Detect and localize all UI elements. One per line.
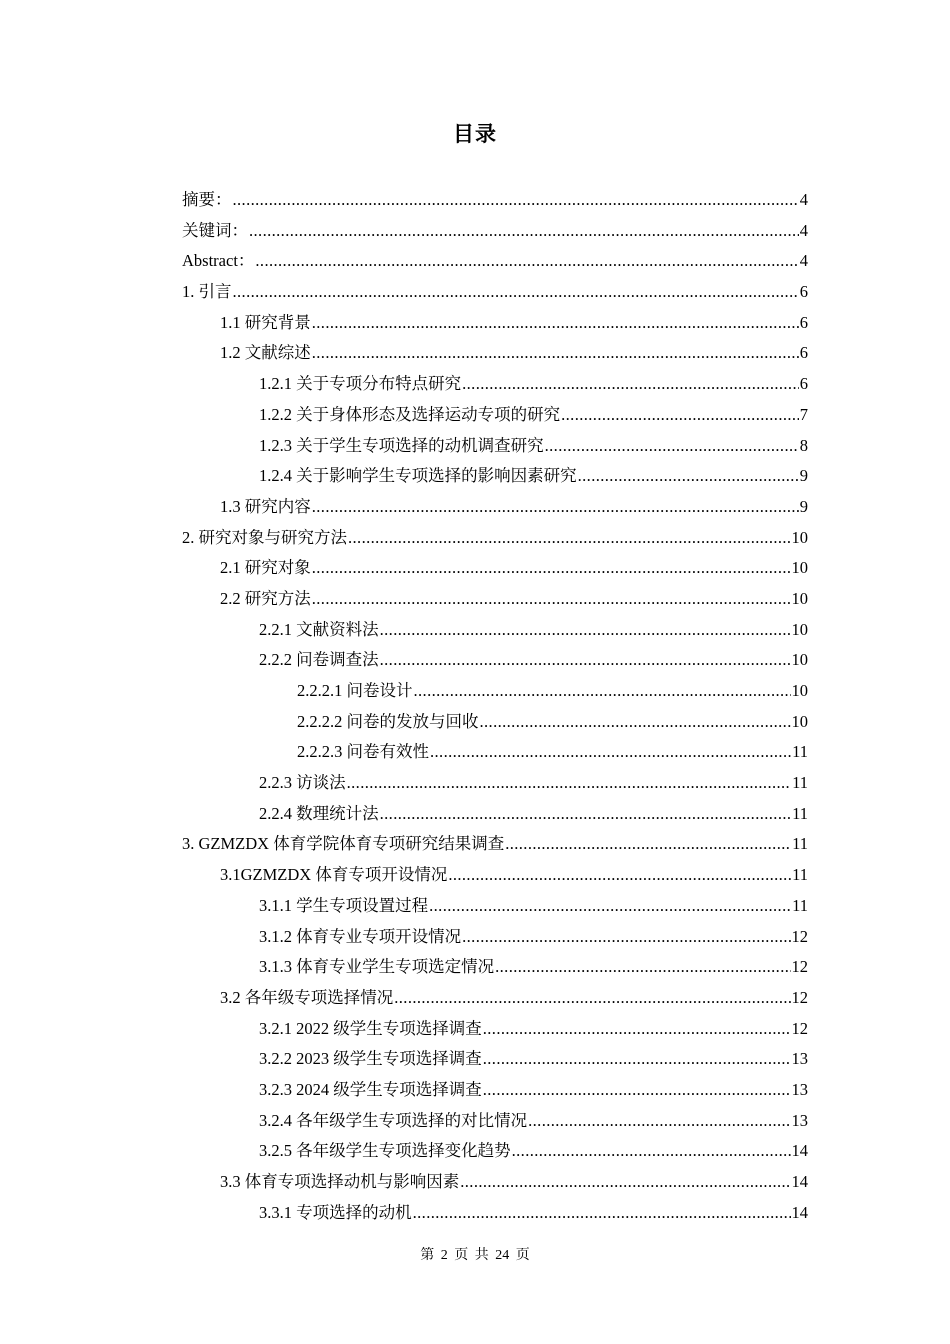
toc-entry-page-number: 10: [791, 681, 808, 700]
toc-leader-dots: [512, 1136, 791, 1167]
toc-entry-label: 2.2.2 问卷调查法: [259, 650, 379, 670]
toc-leader-dots: [380, 645, 791, 676]
toc-entry[interactable]: [182, 277, 808, 308]
toc-leader-dots: [460, 1167, 790, 1198]
toc-leader-dots: [561, 400, 799, 431]
toc-entry[interactable]: [182, 1106, 808, 1137]
toc-entry[interactable]: [182, 922, 808, 953]
toc-entry-label: 3.2.1 2022 级学生专项选择调查: [259, 1018, 482, 1038]
toc-entry[interactable]: [182, 553, 808, 584]
toc-entry-page-number: 4: [799, 251, 808, 271]
toc-entry-page-number: 6: [799, 312, 808, 332]
toc-entry-page-number: 13: [791, 1049, 808, 1069]
toc-entry-page-number: 7: [799, 404, 808, 424]
toc-leader-dots: [480, 707, 791, 738]
toc-entry[interactable]: [182, 461, 808, 492]
toc-entry[interactable]: [182, 492, 808, 523]
toc-entry[interactable]: [182, 860, 808, 891]
toc-entry-label: 2.1 研究对象: [220, 558, 311, 578]
toc-entry[interactable]: [182, 983, 808, 1014]
toc-entry-page-number: 14: [791, 1202, 808, 1222]
toc-leader-dots: [430, 737, 791, 768]
toc-leader-dots: [483, 1075, 791, 1106]
toc-leader-dots: [528, 1106, 790, 1137]
toc-leader-dots: [578, 461, 799, 492]
toc-leader-dots: [380, 799, 791, 830]
toc-entry-page-number: 11: [792, 773, 808, 793]
toc-leader-dots: [414, 676, 791, 707]
toc-entry-label: 3.2.4 各年级学生专项选择的对比情况: [259, 1110, 528, 1130]
toc-leader-dots: [429, 891, 791, 922]
toc-entry-page-number: 11: [792, 742, 808, 762]
toc-entry-label: 1.2 文献综述: [220, 343, 311, 363]
toc-entry-label: 2.2 研究方法: [220, 588, 311, 608]
toc-leader-dots: [312, 584, 791, 615]
toc-entry-label: 2.2.1 文献资料法: [259, 619, 379, 639]
toc-entry[interactable]: [182, 1136, 808, 1167]
toc-entry-label: 3.2.3 2024 级学生专项选择调查: [259, 1079, 482, 1099]
toc-entry-page-number: 6: [799, 282, 808, 302]
toc-entry-label: 3.2.2 2023 级学生专项选择调查: [259, 1049, 482, 1069]
toc-entry[interactable]: [182, 338, 808, 369]
toc-entry-page-number: 6: [799, 374, 808, 394]
toc-entry[interactable]: [182, 1167, 808, 1198]
toc-entry-label: 2.2.4 数理统计法: [259, 803, 379, 823]
toc-leader-dots: [347, 768, 791, 799]
toc-entry[interactable]: [182, 185, 808, 216]
toc-entry-page-number: 10: [791, 650, 808, 670]
toc-entry[interactable]: [182, 799, 808, 830]
toc-leader-dots: [495, 952, 790, 983]
toc-entry-page-number: 10: [791, 588, 808, 608]
toc-entry-page-number: 12: [791, 987, 808, 1007]
page-title: 目录: [453, 122, 497, 146]
toc-entry-label: 2.2.3 访谈法: [259, 773, 346, 793]
toc-entry-page-number: 10: [791, 619, 808, 639]
toc-entry-label: 2.2.2.1 问卷设计: [297, 681, 413, 700]
toc-entry-label: 2.2.2.2 问卷的发放与回收: [297, 711, 479, 731]
toc-entry-page-number: 12: [791, 1018, 808, 1038]
toc-entry[interactable]: [182, 829, 808, 860]
toc-leader-dots: [233, 277, 799, 308]
toc-entry-page-number: 13: [791, 1079, 808, 1099]
toc-entry[interactable]: [182, 246, 808, 277]
toc-entry-label: 1.2.1 关于专项分布特点研究: [259, 374, 462, 394]
toc-entry-page-number: 9: [799, 496, 808, 516]
toc-entry-label: 3.1.1 学生专项设置过程: [259, 895, 429, 915]
toc-entry-label: 3. GZMZDX 体育学院体育专项研究结果调查: [182, 834, 505, 854]
toc-entry-label: 2. 研究对象与研究方法: [182, 527, 347, 547]
toc-entry-page-number: 12: [791, 926, 808, 946]
toc-entry-page-number: 14: [791, 1172, 808, 1191]
toc-leader-dots: [545, 431, 799, 462]
toc-entry-label: 3.3.1 专项选择的动机: [259, 1202, 412, 1222]
toc-leader-dots: [483, 1014, 791, 1045]
toc-entry-page-number: 6: [799, 343, 808, 363]
toc-leader-dots: [394, 983, 790, 1014]
toc-entry[interactable]: [182, 1198, 808, 1229]
toc-leader-dots: [312, 338, 799, 369]
toc-entry-page-number: 4: [799, 220, 808, 240]
toc-entry-page-number: 14: [791, 1141, 808, 1161]
toc-entry-label: 1. 引言: [182, 282, 232, 302]
toc-leader-dots: [249, 216, 799, 247]
toc-entry-page-number: 13: [791, 1110, 808, 1130]
toc-entry[interactable]: [182, 216, 808, 247]
table-of-contents: [182, 185, 808, 1228]
toc-leader-dots: [312, 308, 799, 339]
toc-entry[interactable]: [182, 707, 808, 738]
toc-entry[interactable]: [182, 1014, 808, 1045]
toc-entry[interactable]: [182, 1075, 808, 1106]
toc-entry-label: 1.1 研究背景: [220, 312, 311, 332]
toc-entry-label: 3.1.3 体育专业学生专项选定情况: [259, 957, 495, 977]
toc-entry[interactable]: [182, 431, 808, 462]
toc-entry[interactable]: [182, 1044, 808, 1075]
toc-entry[interactable]: [182, 645, 808, 676]
toc-leader-dots: [462, 922, 790, 953]
toc-entry[interactable]: [182, 615, 808, 646]
toc-entry-page-number: 12: [791, 957, 808, 977]
toc-entry-page-number: 11: [792, 895, 808, 915]
toc-leader-dots: [505, 829, 791, 860]
toc-entry-page-number: 10: [791, 527, 808, 547]
toc-leader-dots: [448, 860, 791, 891]
toc-entry-page-number: 11: [792, 803, 808, 823]
toc-entry[interactable]: [182, 737, 808, 768]
toc-entry[interactable]: [182, 768, 808, 799]
toc-entry-page-number: 11: [792, 834, 808, 854]
toc-entry-page-number: 10: [791, 558, 808, 578]
toc-entry-label: 摘要：: [182, 190, 232, 209]
toc-leader-dots: [483, 1044, 791, 1075]
toc-entry-label: 1.2.4 关于影响学生专项选择的影响因素研究: [259, 466, 577, 486]
toc-entry[interactable]: [182, 308, 808, 339]
toc-entry-label: 3.2 各年级专项选择情况: [220, 987, 394, 1007]
toc-entry[interactable]: [182, 952, 808, 983]
toc-leader-dots: [312, 492, 799, 523]
toc-entry-label: 3.1.2 体育专业专项开设情况: [259, 926, 462, 946]
toc-entry[interactable]: [182, 891, 808, 922]
toc-entry-label: 3.2.5 各年级学生专项选择变化趋势: [259, 1141, 511, 1161]
toc-entry-label: 3.3 体育专项选择动机与影响因素: [220, 1172, 460, 1191]
toc-entry-label: Abstract：: [182, 251, 255, 271]
toc-leader-dots: [462, 369, 799, 400]
toc-entry-page-number: 8: [799, 435, 808, 455]
toc-leader-dots: [413, 1198, 791, 1229]
page-footer: 第 2 页 共 24 页: [420, 1248, 530, 1263]
toc-entry-label: 1.3 研究内容: [220, 496, 311, 516]
toc-entry-page-number: 4: [799, 190, 808, 209]
toc-entry-label: 2.2.2.3 问卷有效性: [297, 742, 429, 762]
toc-leader-dots: [380, 615, 791, 646]
toc-entry-label: 1.2.3 关于学生专项选择的动机调查研究: [259, 435, 544, 455]
toc-entry[interactable]: [182, 369, 808, 400]
toc-entry-page-number: 9: [799, 466, 808, 486]
toc-entry[interactable]: [182, 400, 808, 431]
toc-entry-label: 3.1GZMZDX 体育专项开设情况: [220, 865, 448, 885]
toc-entry-page-number: 10: [791, 711, 808, 731]
toc-leader-dots: [255, 246, 798, 277]
toc-entry-page-number: 11: [792, 865, 808, 885]
toc-leader-dots: [348, 523, 791, 554]
toc-leader-dots: [233, 185, 799, 216]
toc-entry[interactable]: [182, 584, 808, 615]
toc-entry-label: 关键词：: [182, 220, 248, 240]
toc-entry[interactable]: [182, 676, 808, 707]
toc-entry-label: 1.2.2 关于身体形态及选择运动专项的研究: [259, 404, 561, 424]
toc-entry[interactable]: [182, 523, 808, 554]
toc-leader-dots: [312, 553, 791, 584]
